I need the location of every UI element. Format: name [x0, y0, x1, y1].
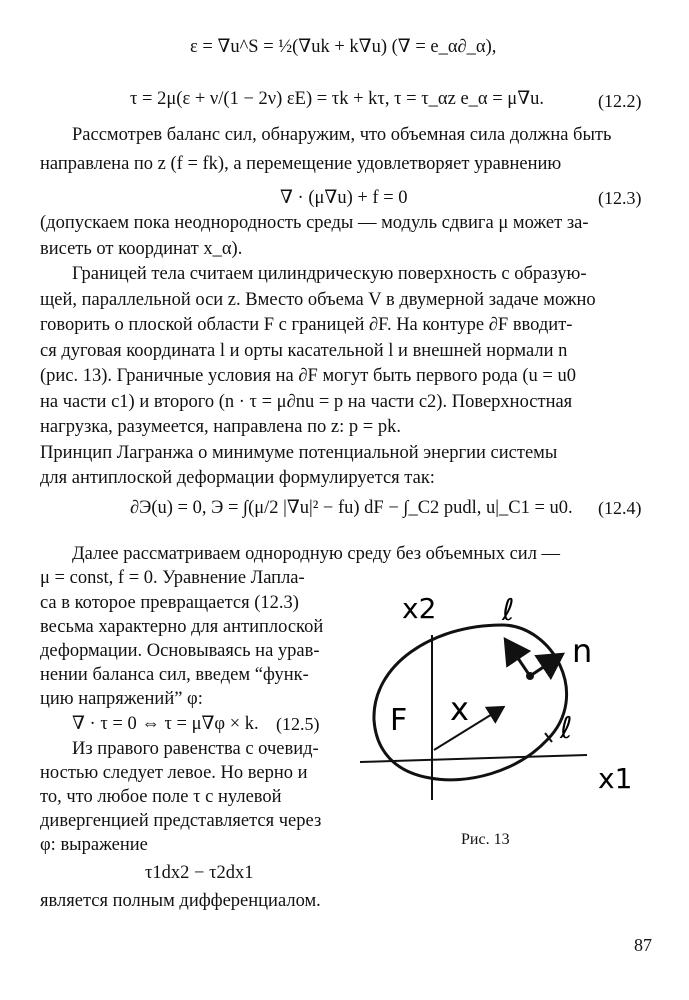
text-line: говорить о плоской области F с границей ∂F. На контуре ∂F вводит- — [40, 315, 573, 335]
text-line: са в которое превращается (12.3) — [40, 593, 299, 613]
text-line: направлена по z (f = fk), а перемещение удовлетворяет уравнению — [40, 154, 562, 174]
figure-caption: Рис. 13 — [461, 831, 510, 848]
text-line: висеть от координат x_α). — [40, 239, 243, 259]
boundary-point — [526, 672, 534, 680]
normal-arrow — [530, 656, 560, 676]
text-line: Далее рассматриваем однородную среду без объемных сил — — [72, 544, 561, 564]
equation-12-2a: ε = ∇u^S = ½(∇uk + k∇u) (∇ = e_α∂_α), — [190, 37, 497, 57]
text-line: ностью следует левое. Но верно и — [40, 763, 308, 783]
text-line: Принцип Лагранжа о минимуме потенциальной энергии системы — [40, 443, 558, 463]
label-x2: x2 — [402, 592, 437, 625]
text-line: дивергенцией представляется через — [40, 811, 322, 831]
equation-12-3: ∇ · (μ∇u) + f = 0 — [280, 188, 408, 208]
text-line: деформации. Основываясь на урав- — [40, 641, 320, 661]
equation-12-4: ∂Э(u) = 0, Э = ∫(μ/2 |∇u|² − fu) dF − ∫_C2 pudl, u|_C1 = u0. — [130, 498, 573, 518]
label-x1: x1 — [598, 762, 633, 795]
equation-differential: τ1dx2 − τ2dx1 — [145, 863, 254, 883]
tangent-arrow — [507, 642, 530, 676]
text-line: то, что любое поле τ с нулевой — [40, 787, 282, 807]
text-line: ся дуговая координата l и орты касательной l и внешней нормали n — [40, 341, 568, 361]
equation-number-12-3: (12.3) — [598, 188, 642, 208]
figure-13-drawing — [352, 580, 652, 810]
equation-number-12-5: (12.5) — [276, 714, 320, 734]
text-line: φ: выражение — [40, 835, 148, 855]
x1-axis — [360, 755, 587, 762]
text-line: для антиплоской деформации формулируется так: — [40, 468, 435, 488]
text-line: нагрузка, разумеется, направлена по z: p = pk. — [40, 417, 401, 437]
equation-12-5: ∇ · τ = 0 ⇔ τ = μ∇φ × k. — [72, 714, 259, 734]
label-F: F — [390, 703, 408, 738]
label-n: n — [572, 632, 593, 670]
label-l-right: ℓ — [560, 711, 573, 746]
text-line: цию напряжений” φ: — [40, 689, 203, 709]
text-line: щей, параллельной оси z. Вместо объема V в двумерной задаче можно — [40, 290, 596, 310]
text-line: μ = const, f = 0. Уравнение Лапла- — [40, 568, 305, 588]
page-number: 87 — [634, 935, 652, 955]
text-line: весьма характерно для антиплоской — [40, 617, 324, 637]
equation-number-12-2: (12.2) — [598, 91, 642, 111]
text-line: (допускаем пока неоднородность среды — модуль сдвига μ может за- — [40, 213, 589, 233]
text-line: (рис. 13). Граничные условия на ∂F могут быть первого рода (u = u0 — [40, 366, 576, 386]
text-line: нении баланса сил, введем “функ- — [40, 665, 309, 685]
label-l-top: ℓ — [502, 593, 515, 628]
text-line: Рассмотрев баланс сил, обнаружим, что объемная сила должна быть — [72, 125, 612, 145]
text-line: Границей тела считаем цилиндрическую поверхность с образую- — [72, 264, 587, 284]
text-line: на части c1) и второго (n · τ = μ∂nu = p на части c2). Поверхностная — [40, 392, 573, 412]
equation-12-2b: τ = 2μ(ε + ν/(1 − 2ν) εE) = τk + kτ, τ = τ_αz e_α = μ∇u. — [130, 89, 544, 109]
label-x: x — [450, 690, 469, 728]
equation-number-12-4: (12.4) — [598, 498, 642, 518]
text-line: Из правого равенства с очевид- — [72, 739, 319, 759]
figure-13 — [352, 580, 652, 810]
text-line: является полным дифференциалом. — [40, 891, 321, 911]
